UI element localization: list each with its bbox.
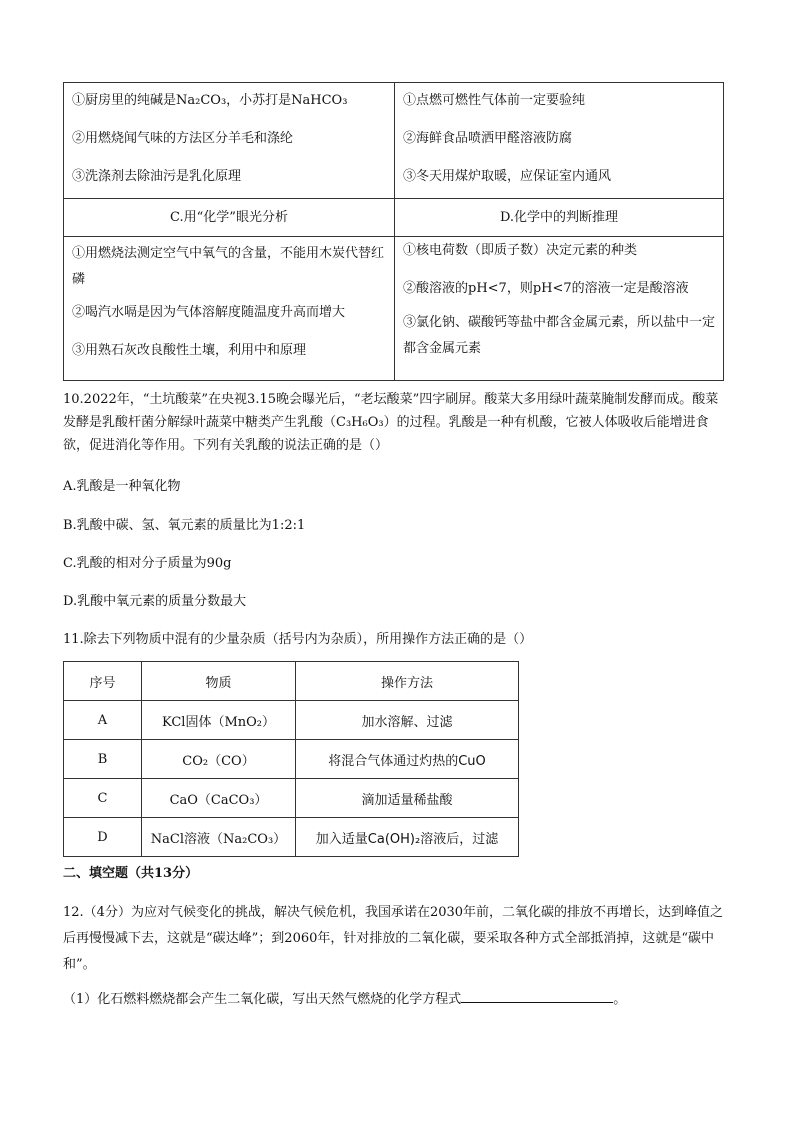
list-item: ①厨房里的纯碱是Na₂CO₃，小苏打是NaHCO₃	[72, 93, 348, 108]
table-cell: C	[64, 779, 142, 818]
table-cell: D	[64, 818, 142, 857]
table-row	[64, 83, 724, 199]
table-row	[64, 199, 724, 237]
table-header-c: C.用“化学”眼光分析	[64, 199, 395, 237]
list-item: ②喝汽水嗝是因为气体溶解度随温度升高而增大	[72, 305, 346, 320]
table-cell-d	[395, 237, 724, 381]
question-11-stem: 11.除去下列物质中混有的少量杂质（括号内为杂质），所用操作方法正确的是（）	[63, 632, 533, 647]
table-header-row	[64, 662, 519, 701]
table-cell: 滴加适量稀盐酸	[296, 779, 519, 818]
table-cell-c	[64, 237, 395, 381]
column-header: 序号	[64, 662, 142, 701]
table-row	[64, 740, 519, 779]
question-10-option-a: A.乳酸是一种氧化物	[63, 479, 181, 494]
list-item: ①核电荷数（即质子数）决定元素的种类	[403, 243, 638, 258]
table-cell: NaCl溶液（Na₂CO₃）	[142, 818, 296, 857]
question-11-table	[63, 661, 519, 857]
table-cell: 加入适量Ca(OH)₂溶液后，过滤	[296, 818, 519, 857]
table-header-d: D.化学中的判断推理	[395, 199, 724, 237]
question-12-stem: 12.（4分）为应对气候变化的挑战，解决气候危机，我国承诺在2030年前，二氧化碳的排放不再增长，达到峰值之后再慢慢减下去，这就是“碳达峰”；到2060年，针对排放的二氧化碳，要采取各种方式全部抵消掉，这就是“碳中和”。	[63, 905, 724, 972]
table-cell: CaO（CaCO₃）	[142, 779, 296, 818]
question-10-stem: 10.2022年，“土坑酸菜”在央视3.15晚会曝光后，“老坛酸菜”四字刷屏。酸菜大多用绿叶蔬菜腌制发酵而成。酸菜发酵是乳酸杆菌分解绿叶蔬菜中糖类产生乳酸（C₃H₆O₃）的过程。乳酸是一种有机酸，它被人体吸收后能增进食欲，促进消化等作用。下列有关乳酸的说法正确的是（）	[63, 392, 719, 453]
column-header: 物质	[142, 662, 296, 701]
list-item: ②海鲜食品喷洒甲醛溶液防腐	[403, 131, 573, 146]
section-title: 二、填空题（共13分）	[63, 866, 199, 881]
question-10-option-d: D.乳酸中氧元素的质量分数最大	[63, 594, 247, 609]
table-row	[64, 237, 724, 381]
table-cell: CO₂（CO）	[142, 740, 296, 779]
table-cell: B	[64, 740, 142, 779]
answer-blank[interactable]	[461, 988, 613, 1003]
list-item: ③氯化钠、碳酸钙等盐中都含金属元素，所以盐中一定都含金属元素	[403, 315, 716, 356]
table-cell-a	[64, 83, 395, 199]
table-cell: 将混合气体通过灼热的CuO	[296, 740, 519, 779]
table-cell: KCl固体（MnO₂）	[142, 701, 296, 740]
table-cell-b	[395, 83, 724, 199]
question-12-sub-1-text: （1）化石燃料燃烧都会产生二氧化碳，写出天然气燃烧的化学方程式	[63, 992, 462, 1007]
table-cell: A	[64, 701, 142, 740]
table-row	[64, 818, 519, 857]
question-12-sub-1	[63, 988, 626, 1007]
list-item: ③冬天用煤炉取暖，应保证室内通风	[403, 169, 612, 184]
table-row	[64, 779, 519, 818]
list-item: ②酸溶液的pH<7，则pH<7的溶液一定是酸溶液	[403, 281, 689, 296]
list-item: ③用熟石灰改良酸性土壤，利用中和原理	[72, 343, 307, 358]
knowledge-table	[63, 82, 724, 381]
list-item: ③洗涤剂去除油污是乳化原理	[72, 169, 242, 184]
table-row	[64, 701, 519, 740]
list-item: ①用燃烧法测定空气中氧气的含量，不能用木炭代替红磷	[72, 246, 385, 287]
list-item: ①点燃可燃性气体前一定要验纯	[403, 93, 586, 108]
question-10-option-b: B.乳酸中碳、氢、氧元素的质量比为1:2:1	[63, 518, 306, 533]
question-10-option-c: C.乳酸的相对分子质量为90g	[63, 556, 232, 571]
column-header: 操作方法	[296, 662, 519, 701]
list-item: ②用燃烧闻气味的方法区分羊毛和涤纶	[72, 131, 294, 146]
table-cell: 加水溶解、过滤	[296, 701, 519, 740]
question-12-sub-1-end: 。	[613, 992, 627, 1007]
